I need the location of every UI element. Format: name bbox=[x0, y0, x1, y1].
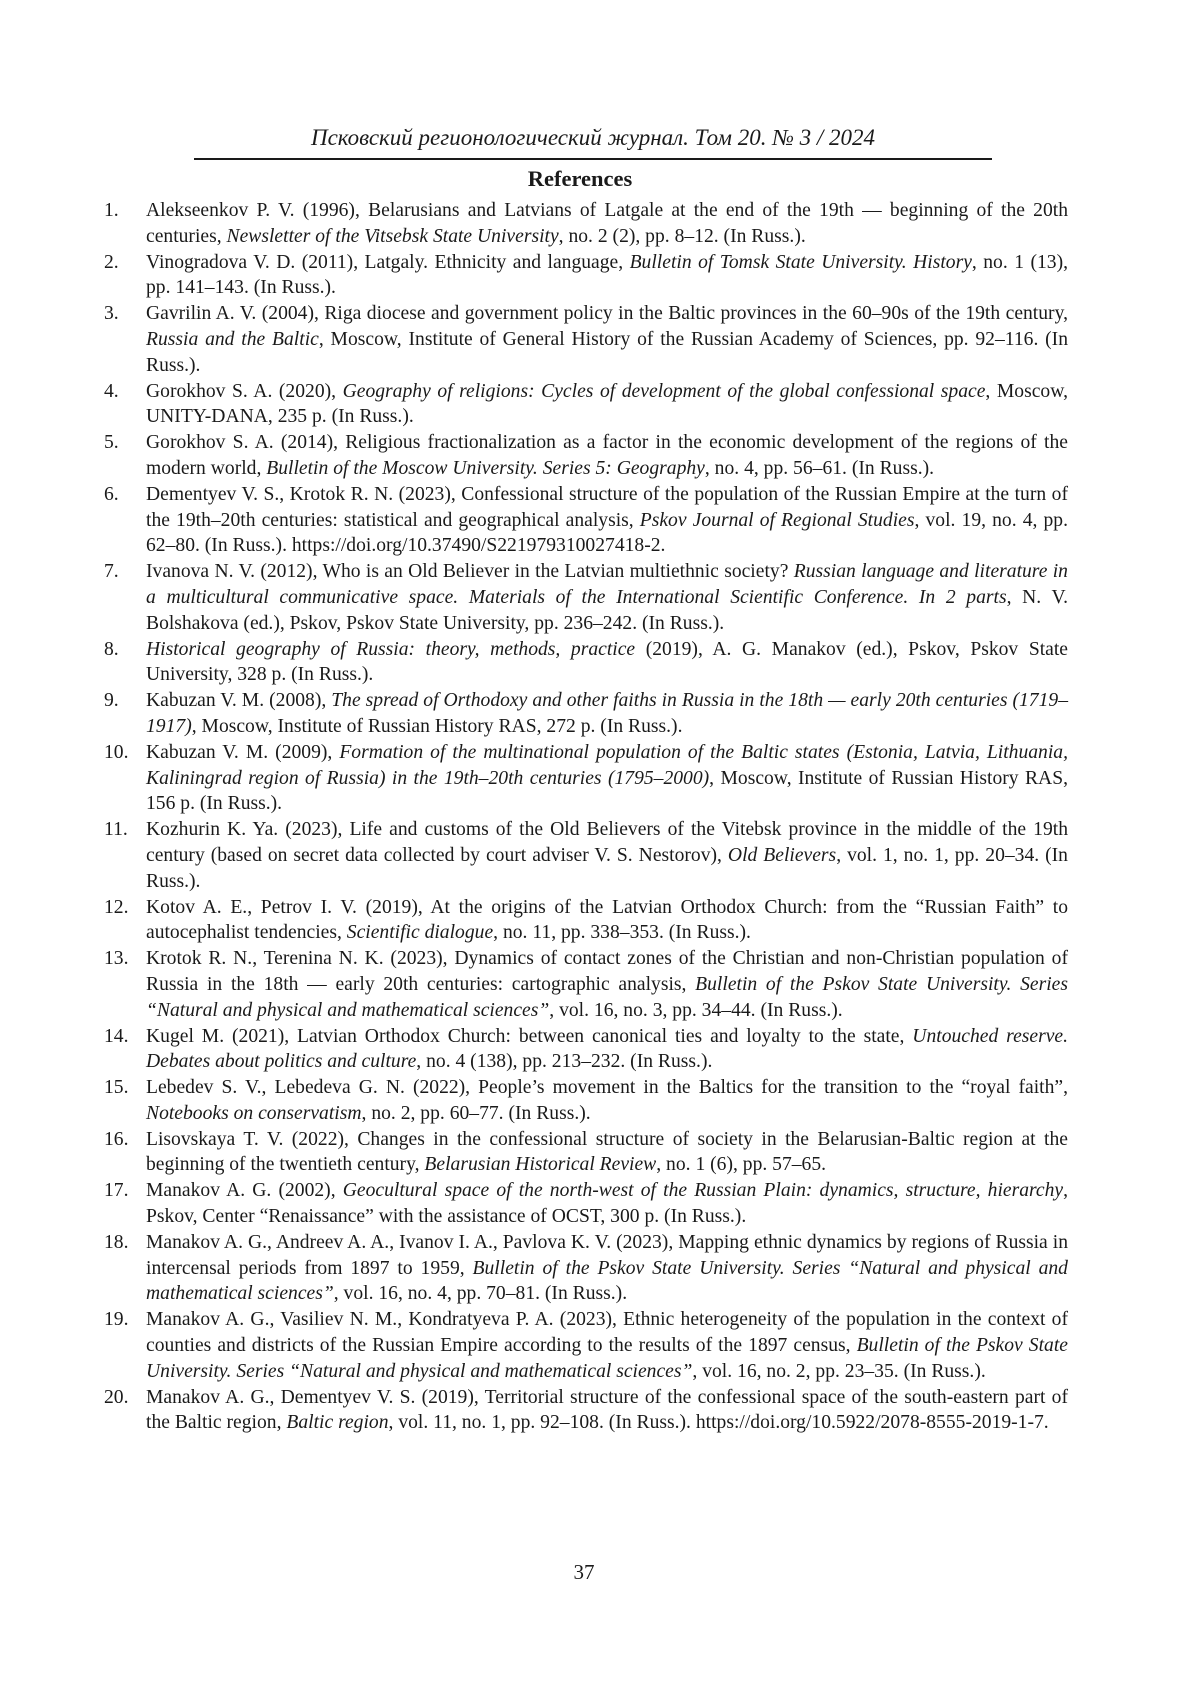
reference-text-segment: , no. 1 (6), pp. 57–65. bbox=[656, 1154, 826, 1175]
reference-item bbox=[104, 1178, 1068, 1230]
reference-item bbox=[104, 740, 1068, 817]
reference-text-segment: , vol. 11, no. 1, pp. 92–108. (In Russ.). https://doi.org/10.5922/2078-8555-2019-1-7. bbox=[389, 1412, 1049, 1433]
reference-number: 14. bbox=[104, 1024, 146, 1076]
reference-text-segment: Krotok R. N., Terenina N. K. (2023), Dynamics of contact zones of the Christian and non-Christian population of Russia in the 18th — early 20th centuries: cartographic analysis, bbox=[146, 948, 1068, 995]
reference-text-segment: , no. 2, pp. 60–77. (In Russ.). bbox=[362, 1103, 591, 1124]
reference-item bbox=[104, 817, 1068, 894]
reference-item bbox=[104, 1307, 1068, 1384]
reference-number: 18. bbox=[104, 1230, 146, 1307]
reference-item bbox=[104, 895, 1068, 947]
reference-text bbox=[146, 301, 1068, 378]
reference-text-segment: Manakov A. G., Andreev A. A., Ivanov I. A., Pavlova K. V. (2023), Mapping ethnic dynamics by regions of Russia in intercensal periods from 1897 to 1959, bbox=[146, 1232, 1068, 1279]
reference-number: 13. bbox=[104, 946, 146, 1023]
reference-item bbox=[104, 1385, 1068, 1437]
reference-item bbox=[104, 1230, 1068, 1307]
reference-source-title: Notebooks on conservatism bbox=[146, 1103, 362, 1124]
reference-text-segment: , vol. 1, no. 1, pp. 20–34. (In Russ.). bbox=[146, 845, 1068, 892]
reference-number: 19. bbox=[104, 1307, 146, 1384]
reference-text bbox=[146, 817, 1068, 894]
reference-text-segment: , no. 2 (2), pp. 8–12. (In Russ.). bbox=[559, 226, 806, 247]
reference-text-segment: Vinogradova V. D. (2011), Latgaly. Ethnicity and language, bbox=[146, 252, 630, 273]
reference-text bbox=[146, 946, 1068, 1023]
reference-number: 11. bbox=[104, 817, 146, 894]
reference-source-title: Bulletin of the Pskov State University. Series “Natural and physical and mathematical sciences” bbox=[146, 1258, 1068, 1305]
header-rule bbox=[194, 158, 992, 160]
reference-text bbox=[146, 1075, 1068, 1127]
reference-text-segment: Manakov A. G., Vasiliev N. M., Kondratyeva P. A. (2023), Ethnic heterogeneity of the population in the context of counties and districts of the Russian Empire according to the results of the 1897 census, bbox=[146, 1309, 1068, 1356]
reference-source-title: Untouched reserve. Debates about politics and culture bbox=[146, 1026, 1068, 1073]
reference-text bbox=[146, 559, 1068, 636]
reference-source-title: The spread of Orthodoxy and other faiths in Russia in the 18th — early 20th centuries (1719–1917) bbox=[146, 690, 1068, 737]
reference-source-title: Russian language and literature in a multicultural communicative space. Materials of the International Scientific Conference. In 2 parts bbox=[146, 561, 1068, 608]
reference-source-title: Scientific dialogue bbox=[347, 922, 493, 943]
reference-number: 7. bbox=[104, 559, 146, 636]
reference-number: 17. bbox=[104, 1178, 146, 1230]
reference-source-title: Belarusian Historical Review bbox=[424, 1154, 656, 1175]
reference-text bbox=[146, 688, 1068, 740]
reference-text-segment: Gorokhov S. A. (2020), bbox=[146, 381, 343, 402]
reference-text-segment: , vol. 16, no. 4, pp. 70–81. (In Russ.). bbox=[334, 1283, 627, 1304]
reference-source-title: Old Believers bbox=[728, 845, 836, 866]
reference-text bbox=[146, 250, 1068, 302]
reference-item bbox=[104, 1075, 1068, 1127]
reference-text bbox=[146, 430, 1068, 482]
reference-text bbox=[146, 482, 1068, 559]
reference-item bbox=[104, 688, 1068, 740]
reference-number: 15. bbox=[104, 1075, 146, 1127]
reference-item bbox=[104, 198, 1068, 250]
reference-source-title: Historical geography of Russia: theory, methods, practice bbox=[146, 639, 635, 660]
reference-text-segment: Kabuzan V. M. (2009), bbox=[146, 742, 339, 763]
reference-text bbox=[146, 1024, 1068, 1076]
reference-text bbox=[146, 895, 1068, 947]
reference-number: 3. bbox=[104, 301, 146, 378]
reference-text-segment: , no. 4 (138), pp. 213–232. (In Russ.). bbox=[416, 1051, 712, 1072]
reference-text bbox=[146, 198, 1068, 250]
reference-text bbox=[146, 1385, 1068, 1437]
reference-list bbox=[104, 198, 1068, 1436]
reference-text bbox=[146, 379, 1068, 431]
reference-text-segment: Gavrilin A. V. (2004), Riga diocese and government policy in the Baltic provinces in the 60–90s of the 19th century, bbox=[146, 303, 1068, 324]
reference-text-segment: (2019), A. G. Manakov (ed.), Pskov, Pskov State University, 328 p. (In Russ.). bbox=[146, 639, 1068, 686]
reference-source-title: Geocultural space of the north-west of the Russian Plain: dynamics, structure, hierarchy bbox=[343, 1180, 1063, 1201]
section-title: References bbox=[0, 164, 1160, 194]
reference-text-segment: Ivanova N. V. (2012), Who is an Old Believer in the Latvian multiethnic society? bbox=[146, 561, 794, 582]
reference-item bbox=[104, 379, 1068, 431]
reference-number: 16. bbox=[104, 1127, 146, 1179]
reference-text-segment: , N. V. Bolshakova (ed.), Pskov, Pskov State University, pp. 236–242. (In Russ.). bbox=[146, 587, 1068, 634]
reference-text-segment: Manakov A. G. (2002), bbox=[146, 1180, 343, 1201]
reference-text-segment: , Moscow, Institute of Russian History RAS, 272 p. (In Russ.). bbox=[192, 716, 683, 737]
reference-text-segment: Lisovskaya T. V. (2022), Changes in the confessional structure of society in the Belarusian-Baltic region at the beginning of the twentieth century, bbox=[146, 1129, 1068, 1176]
reference-text-segment: , vol. 16, no. 2, pp. 23–35. (In Russ.). bbox=[692, 1361, 985, 1382]
reference-number: 2. bbox=[104, 250, 146, 302]
reference-number: 1. bbox=[104, 198, 146, 250]
reference-text-segment: Dementyev V. S., Krotok R. N. (2023), Confessional structure of the population of the Russian Empire at the turn of the 19th–20th centuries: statistical and geographical analysis, bbox=[146, 484, 1068, 531]
reference-text bbox=[146, 1230, 1068, 1307]
reference-number: 20. bbox=[104, 1385, 146, 1437]
reference-text-segment: , no. 11, pp. 338–353. (In Russ.). bbox=[493, 922, 751, 943]
reference-item bbox=[104, 301, 1068, 378]
reference-source-title: Bulletin of the Pskov State University. Series “Natural and physical and mathematical sciences” bbox=[146, 1335, 1068, 1382]
reference-source-title: Pskov Journal of Regional Studies bbox=[640, 510, 915, 531]
reference-source-title: Geography of religions: Cycles of development of the global confessional space bbox=[343, 381, 986, 402]
reference-text-segment: , vol. 16, no. 3, pp. 34–44. (In Russ.). bbox=[549, 1000, 842, 1021]
reference-source-title: Baltic region bbox=[286, 1412, 388, 1433]
reference-number: 9. bbox=[104, 688, 146, 740]
reference-source-title: Formation of the multinational population of the Baltic states (Estonia, Latvia, Lithuania, Kaliningrad region of Russia) in the 19th–20th centuries (1795–2000) bbox=[146, 742, 1068, 789]
reference-number: 6. bbox=[104, 482, 146, 559]
reference-text bbox=[146, 1127, 1068, 1179]
reference-text-segment: , no. 1 (13), pp. 141–143. (In Russ.). bbox=[146, 252, 1068, 299]
reference-source-title: Bulletin of the Moscow University. Series 5: Geography bbox=[266, 458, 705, 479]
reference-item bbox=[104, 430, 1068, 482]
reference-text-segment: Lebedev S. V., Lebedeva G. N. (2022), People’s movement in the Baltics for the transition to the “royal faith”, bbox=[146, 1077, 1068, 1098]
reference-item bbox=[104, 250, 1068, 302]
reference-item bbox=[104, 637, 1068, 689]
reference-text-segment: , Moscow, Institute of General History of the Russian Academy of Sciences, pp. 92–116. (In Russ.). bbox=[146, 329, 1068, 376]
reference-text-segment: Gorokhov S. A. (2014), Religious fractionalization as a factor in the economic development of the regions of the modern world, bbox=[146, 432, 1068, 479]
reference-number: 8. bbox=[104, 637, 146, 689]
reference-text-segment: Kozhurin K. Ya. (2023), Life and customs of the Old Believers of the Vitebsk province in the middle of the 19th century (based on secret data collected by court adviser V. S. Nestorov), bbox=[146, 819, 1068, 866]
reference-text-segment: , Pskov, Center “Renaissance” with the assistance of OCST, 300 p. (In Russ.). bbox=[146, 1180, 1068, 1227]
reference-source-title: Russia and the Baltic bbox=[146, 329, 319, 350]
reference-text-segment: Manakov A. G., Dementyev V. S. (2019), Territorial structure of the confessional space of the south-eastern part of the Baltic region, bbox=[146, 1387, 1068, 1434]
reference-number: 10. bbox=[104, 740, 146, 817]
reference-source-title: Bulletin of the Pskov State University. Series “Natural and physical and mathematical sciences” bbox=[146, 974, 1068, 1021]
reference-text-segment: , vol. 19, no. 4, pp. 62–80. (In Russ.). https://doi.org/10.37490/S221979310027418-2. bbox=[146, 510, 1068, 557]
reference-text-segment: Kugel M. (2021), Latvian Orthodox Church: between canonical ties and loyalty to the state, bbox=[146, 1026, 912, 1047]
reference-text-segment: , Moscow, UNITY-DANA, 235 p. (In Russ.). bbox=[146, 381, 1068, 428]
reference-item bbox=[104, 482, 1068, 559]
reference-item bbox=[104, 946, 1068, 1023]
reference-item bbox=[104, 1127, 1068, 1179]
page-number: 37 bbox=[0, 1557, 1168, 1587]
reference-number: 4. bbox=[104, 379, 146, 431]
reference-text-segment: Alekseenkov P. V. (1996), Belarusians and Latvians of Latgale at the end of the 19th — beginning of the 20th centuries, bbox=[146, 200, 1068, 247]
reference-item bbox=[104, 1024, 1068, 1076]
reference-text-segment: Kabuzan V. M. (2008), bbox=[146, 690, 331, 711]
document-page bbox=[0, 0, 1200, 1704]
reference-text bbox=[146, 1178, 1068, 1230]
reference-number: 5. bbox=[104, 430, 146, 482]
reference-text bbox=[146, 637, 1068, 689]
reference-source-title: Bulletin of Tomsk State University. History bbox=[630, 252, 972, 273]
reference-text bbox=[146, 1307, 1068, 1384]
reference-text-segment: Kotov A. E., Petrov I. V. (2019), At the origins of the Latvian Orthodox Church: from the “Russian Faith” to autocephalist tendencies, bbox=[146, 897, 1068, 944]
reference-text-segment: , Moscow, Institute of Russian History RAS, 156 p. (In Russ.). bbox=[146, 768, 1068, 815]
running-head: Псковский регионологический журнал. Том 20. № 3 / 2024 bbox=[194, 122, 992, 154]
reference-source-title: Newsletter of the Vitsebsk State University bbox=[227, 226, 559, 247]
reference-number: 12. bbox=[104, 895, 146, 947]
reference-text bbox=[146, 740, 1068, 817]
reference-item bbox=[104, 559, 1068, 636]
reference-text-segment: , no. 4, pp. 56–61. (In Russ.). bbox=[705, 458, 934, 479]
